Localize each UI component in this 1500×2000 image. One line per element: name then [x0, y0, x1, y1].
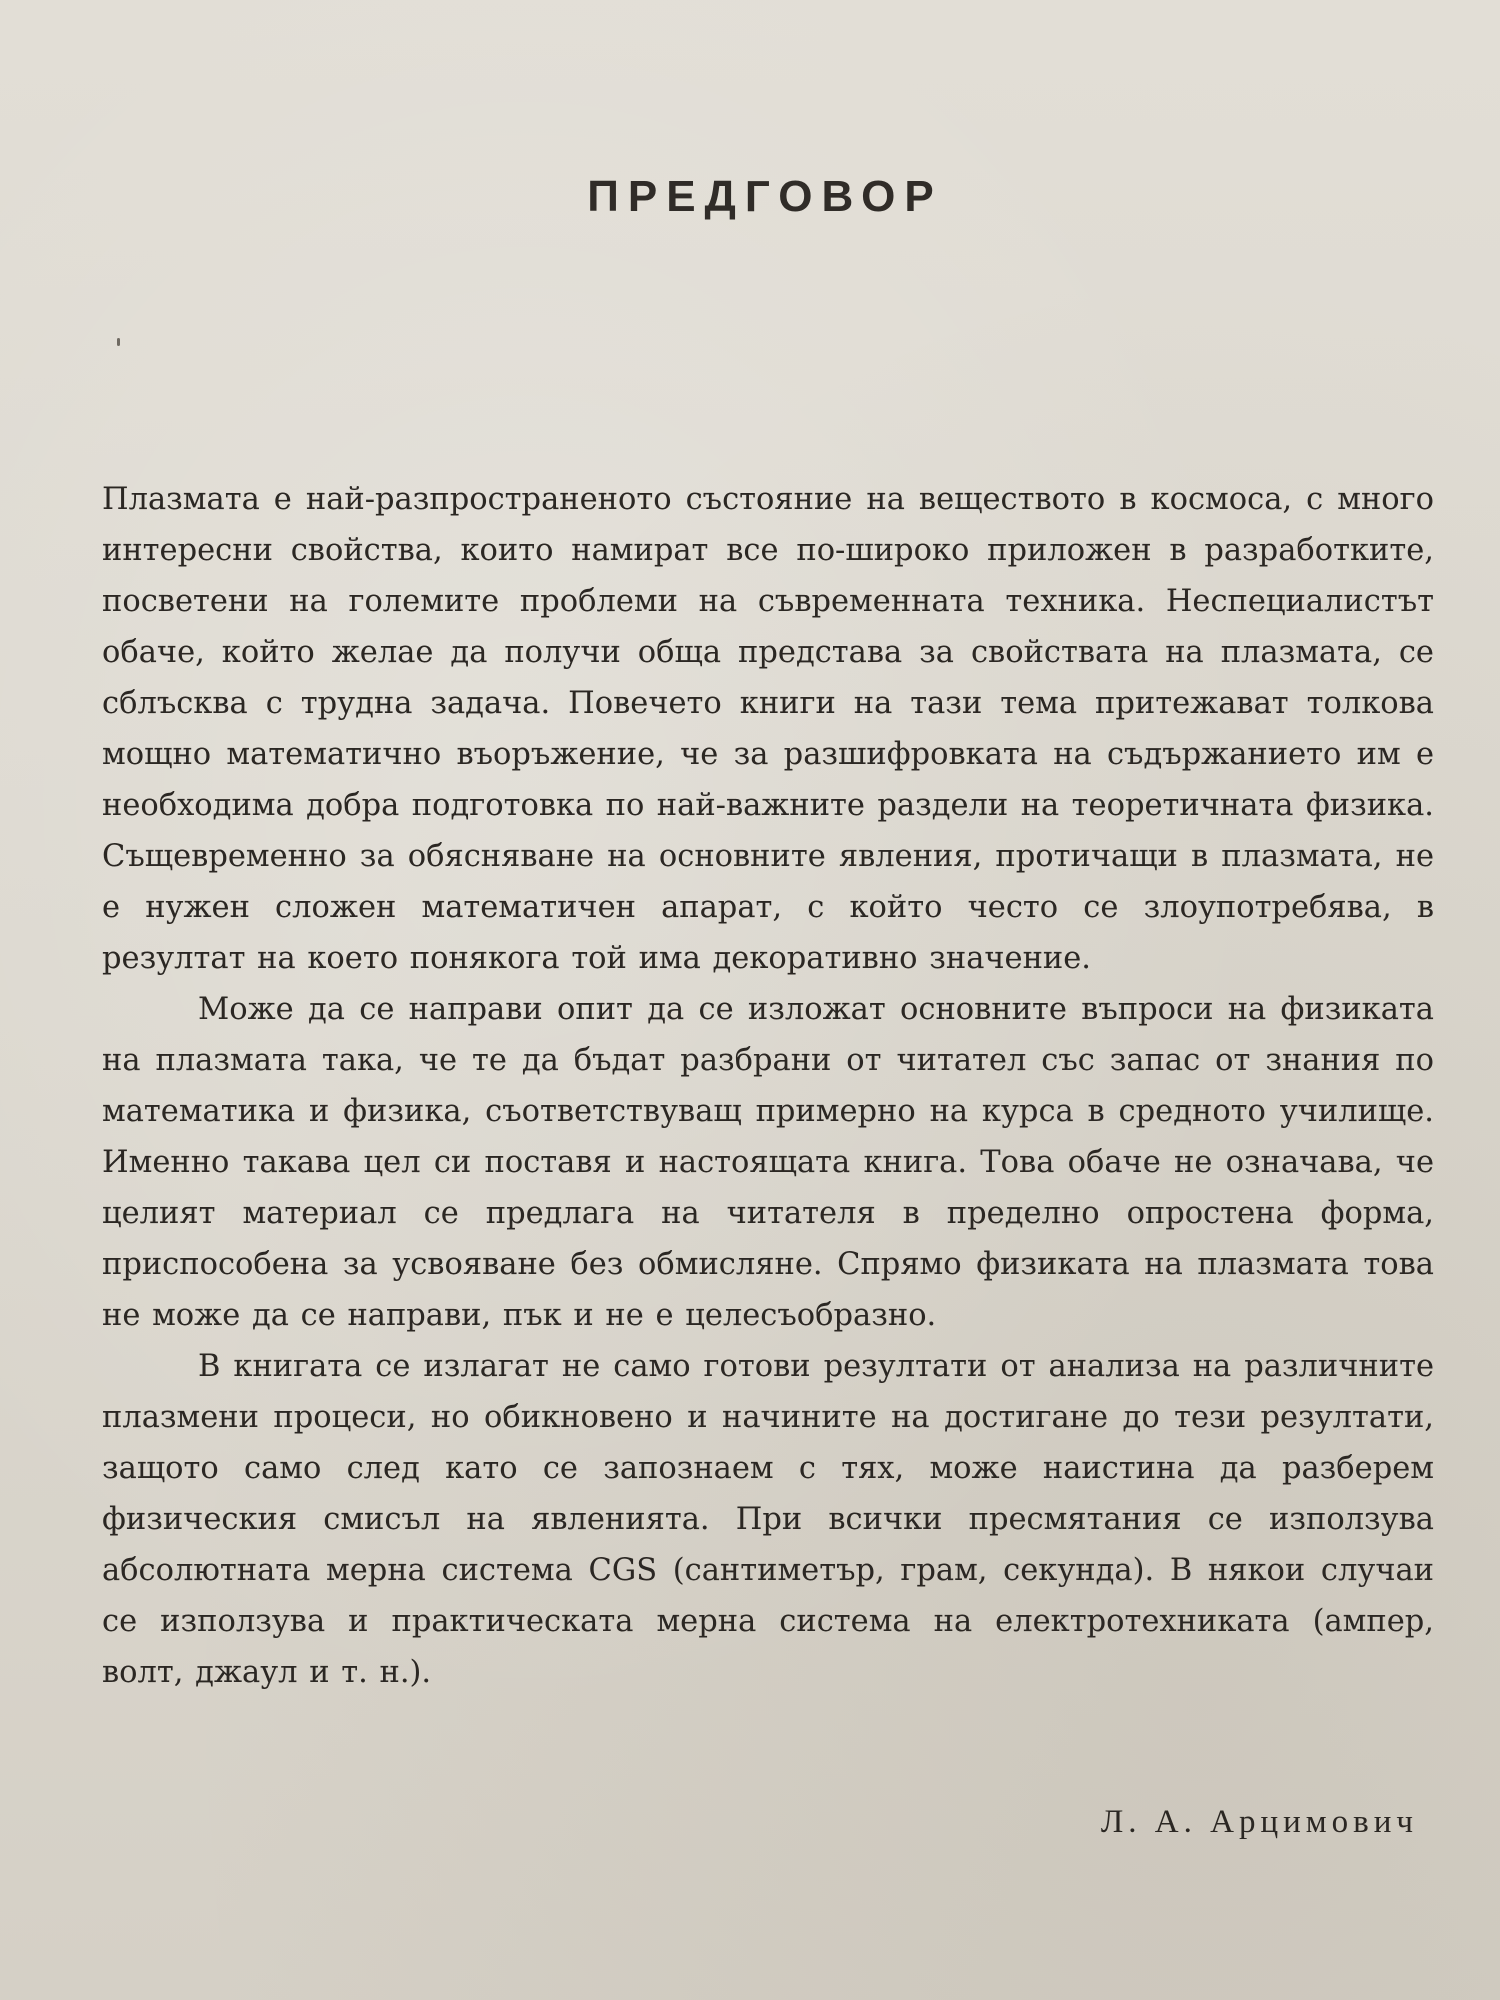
preface-body: [102, 474, 1434, 1698]
page-title: ПРЕДГОВОР: [587, 172, 943, 221]
paper-speck: [117, 338, 120, 346]
preface-paragraph-1: Плазмата е най-разпространеното състояние на веществото в космоса, с много интересни свойства, които намират все по-широко приложен в разработките, посветени на големите проблеми на съвременната техника. Неспециалистът обаче, който желае да получи обща представа за свойствата на плазмата, се сблъсква с трудна задача. Повечето книги на тази тема притежават толкова мощно математично въоръжение, че за разшифровката на съдържанието им е необходима добра подготовка по най-важните раздели на теоретичната физика. Същевременно за обясняване на основните явления, протичащи в плазмата, не е нужен сложен математичен апарат, с който често се злоупотребява, в резултат на което понякога той има декоративно значение.: [102, 482, 1434, 976]
author-signature: Л. А. Арцимович: [1100, 1804, 1418, 1840]
preface-paragraph-3: В книгата се излагат не само готови резултати от анализа на различните плазмени процеси, но обикновено и начините на достигане до тези резултати, защото само след като се запознаем с тях, може наистина да разберем физическия смисъл на явленията. При всички пресмятания се използува абсолютната мерна система CGS (сантиметър, грам, секунда). В някои случаи се използува и практическата мерна система на електротехниката (ампер, волт, джаул и т. н.).: [102, 1349, 1434, 1690]
preface-paragraph-2: Може да се направи опит да се изложат основните въпроси на физиката на плазмата така, че те да бъдат разбрани от читател със запас от знания по математика и физика, съответствуващ примерно на курса в средното училище. Именно такава цел си поставя и настоящата книга. Това обаче не означава, че целият материал се предлага на читателя в пределно опростена форма, приспособена за усвояване без обмисляне. Спрямо физиката на плазмата това не може да се направи, пък и не е целесъобразно.: [102, 992, 1434, 1333]
